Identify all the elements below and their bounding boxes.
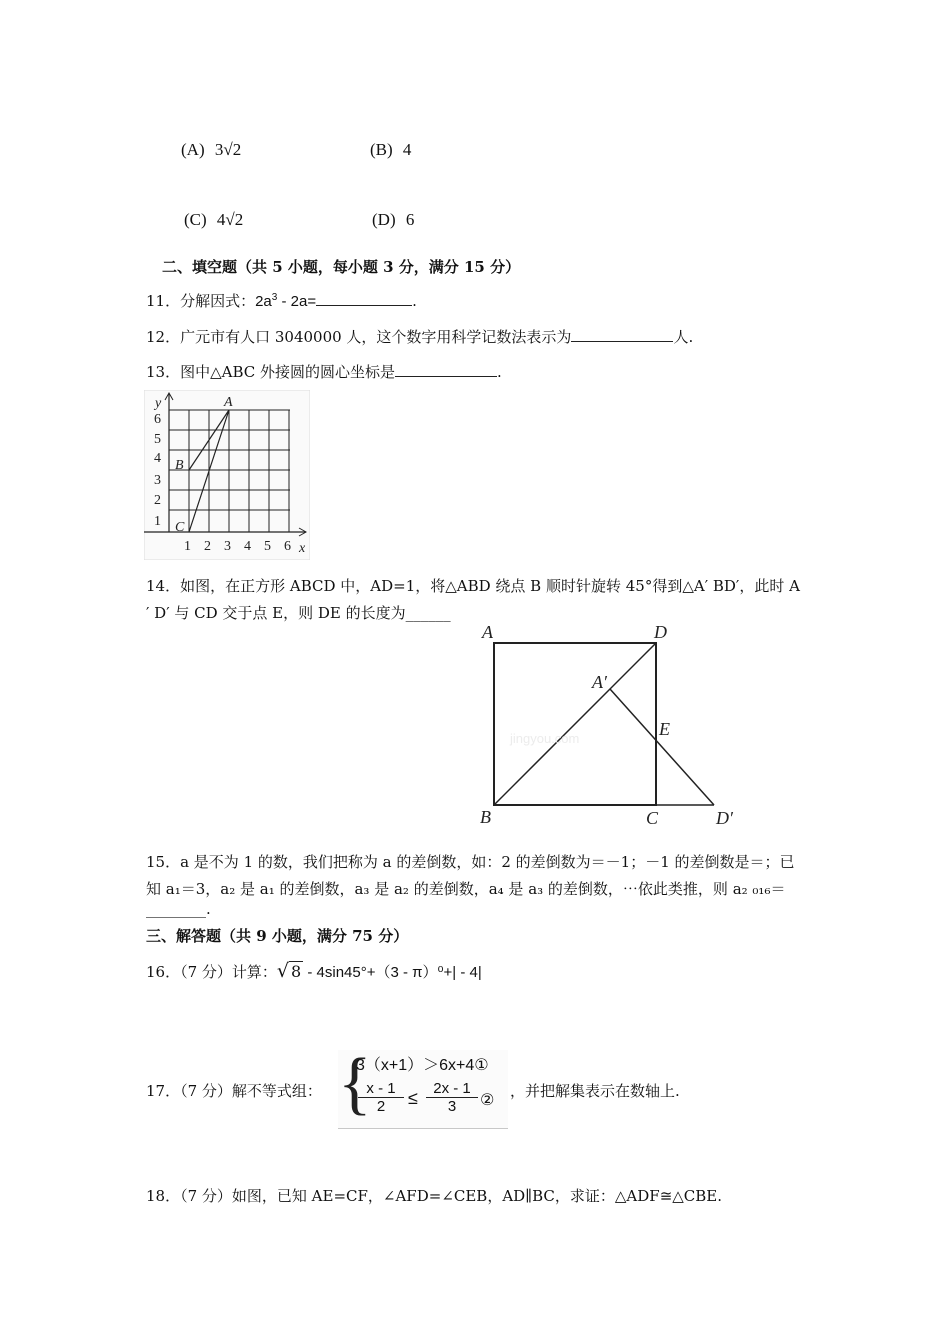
q12-num: 12． — [146, 328, 181, 346]
x-tick-5: 5 — [264, 539, 271, 554]
x-tick-3: 3 — [224, 539, 231, 554]
q16-sqrt-value: 8 — [291, 962, 302, 981]
y-tick-2: 2 — [154, 493, 161, 508]
ineq2-numerator-right: 2x - 1 — [426, 1080, 478, 1098]
q18-text: （7 分）如图，已知 AE=CF，∠AFD=∠CEB，AD∥BC，求证：△ADF≅△CBE. — [180, 1187, 723, 1205]
q16-rest: - 4sin45°+（3 - π）⁰+| - 4| — [303, 964, 482, 981]
label-e: E — [659, 719, 670, 739]
label-d-prime: D′ — [716, 808, 733, 828]
q11-text2: - 2a= — [277, 293, 317, 310]
inequality-2-relation: ≤ — [408, 1088, 418, 1108]
q16-num: 16． — [146, 963, 181, 981]
label-c: C — [646, 808, 659, 828]
q16-text: （7 分）计算： — [180, 963, 277, 981]
label-d: D — [654, 622, 667, 642]
section2-title: 二、填空题（共 5 小题，每小题 3 分，满分 15 分） — [162, 258, 521, 276]
point-a-label: A — [224, 395, 233, 410]
q11-blank[interactable] — [316, 291, 412, 306]
label-a-prime: A′ — [592, 672, 607, 692]
option-c — [184, 210, 243, 230]
option-b-label: (B) — [370, 140, 393, 159]
watermark: jingyou.com — [510, 731, 580, 746]
option-b-value: 4 — [402, 140, 412, 159]
segment-bd — [494, 643, 656, 805]
q13-end: . — [497, 363, 502, 381]
option-a-value: 3√2 — [214, 140, 242, 159]
label-a: A — [482, 622, 493, 642]
question-15-line3: ________. — [146, 900, 211, 918]
inequality-1: 3（x+1）＞6x+4① — [356, 1057, 489, 1074]
section3-title: 三、解答题（共 9 小题，满分 75 分） — [146, 927, 409, 945]
y-axis-label: y — [155, 396, 162, 411]
y-tick-5: 5 — [154, 432, 161, 447]
q11-text: 分解因式：2a — [180, 293, 272, 310]
y-tick-6: 6 — [154, 412, 161, 427]
x-tick-6: 6 — [284, 539, 291, 554]
option-d-label: (D) — [372, 210, 396, 229]
question-12 — [146, 326, 693, 347]
option-b — [370, 140, 411, 160]
q13-blank[interactable] — [395, 362, 497, 377]
grid-figure — [144, 390, 310, 560]
option-c-value: 4√2 — [216, 210, 244, 229]
inequality-2-right — [426, 1080, 478, 1115]
option-c-label: (C) — [184, 210, 207, 229]
ineq2-denominator-left: 2 — [376, 1098, 386, 1115]
question-11 — [146, 290, 417, 311]
point-c-label: C — [175, 520, 185, 535]
question-14-line2: ′ D′ 与 CD 交于点 E，则 DE 的长度为______ — [146, 604, 451, 622]
q12-end: 人. — [673, 328, 694, 346]
label-b: B — [480, 807, 491, 827]
x-tick-1: 1 — [184, 539, 191, 554]
q17-text: （7 分）解不等式组： — [180, 1082, 322, 1100]
q11-end: . — [412, 292, 417, 310]
q18-num: 18． — [146, 1187, 181, 1205]
question-15-line1: 15．a 是不为 1 的数，我们把称为 a 的差倒数，如：2 的差倒数为＝－1；－1 的差倒数是＝；已 — [146, 853, 795, 871]
point-b-label: B — [175, 458, 184, 473]
question-15-line2: 知 a₁＝3，a₂ 是 a₁ 的差倒数，a₃ 是 a₂ 的差倒数，a₄ 是 a₃ 的差倒数，⋯依此类推，则 a₂ ₀₁₆＝ — [146, 880, 786, 898]
segment-a2-d2 — [610, 689, 714, 805]
x-tick-4: 4 — [244, 539, 251, 554]
brace-icon: { — [338, 1045, 372, 1122]
y-tick-4: 4 — [154, 451, 161, 466]
sqrt-icon: √ — [276, 960, 290, 982]
y-tick-1: 1 — [154, 514, 161, 529]
q11-num: 11． — [146, 292, 181, 310]
q17-after: ，并把解集表示在数轴上. — [510, 1082, 680, 1100]
q12-blank[interactable] — [571, 327, 673, 342]
inequality-system — [338, 1045, 508, 1129]
question-13 — [146, 361, 502, 382]
inequality-2-tag: ② — [480, 1092, 495, 1109]
q12-text: 广元市有人口 3040000 人，这个数字用科学记数法表示为 — [180, 328, 572, 346]
x-tick-2: 2 — [204, 539, 211, 554]
question-17 — [146, 1080, 322, 1101]
q11-sup: 3 — [271, 292, 278, 303]
ineq2-numerator-left: x - 1 — [358, 1080, 404, 1098]
inequality-2-left — [358, 1080, 404, 1115]
q13-text: 图中△ABC 外接圆的圆心坐标是 — [180, 363, 396, 381]
q13-num: 13． — [146, 363, 181, 381]
option-a-label: (A) — [181, 140, 205, 159]
question-14-line1: 14．如图，在正方形 ABCD 中，AD=1，将△ABD 绕点 B 顺时针旋转 45°得到△A′ BD′，此时 A — [146, 577, 800, 595]
option-d-value: 6 — [405, 210, 415, 229]
x-axis-label: x — [299, 541, 306, 556]
question-18 — [146, 1185, 722, 1206]
q17-num: 17． — [146, 1082, 181, 1100]
option-d — [372, 210, 414, 230]
option-a — [181, 140, 241, 160]
question-16 — [146, 960, 482, 982]
square-figure — [470, 618, 750, 833]
y-tick-3: 3 — [154, 473, 161, 488]
ineq2-denominator-right: 3 — [447, 1098, 457, 1115]
